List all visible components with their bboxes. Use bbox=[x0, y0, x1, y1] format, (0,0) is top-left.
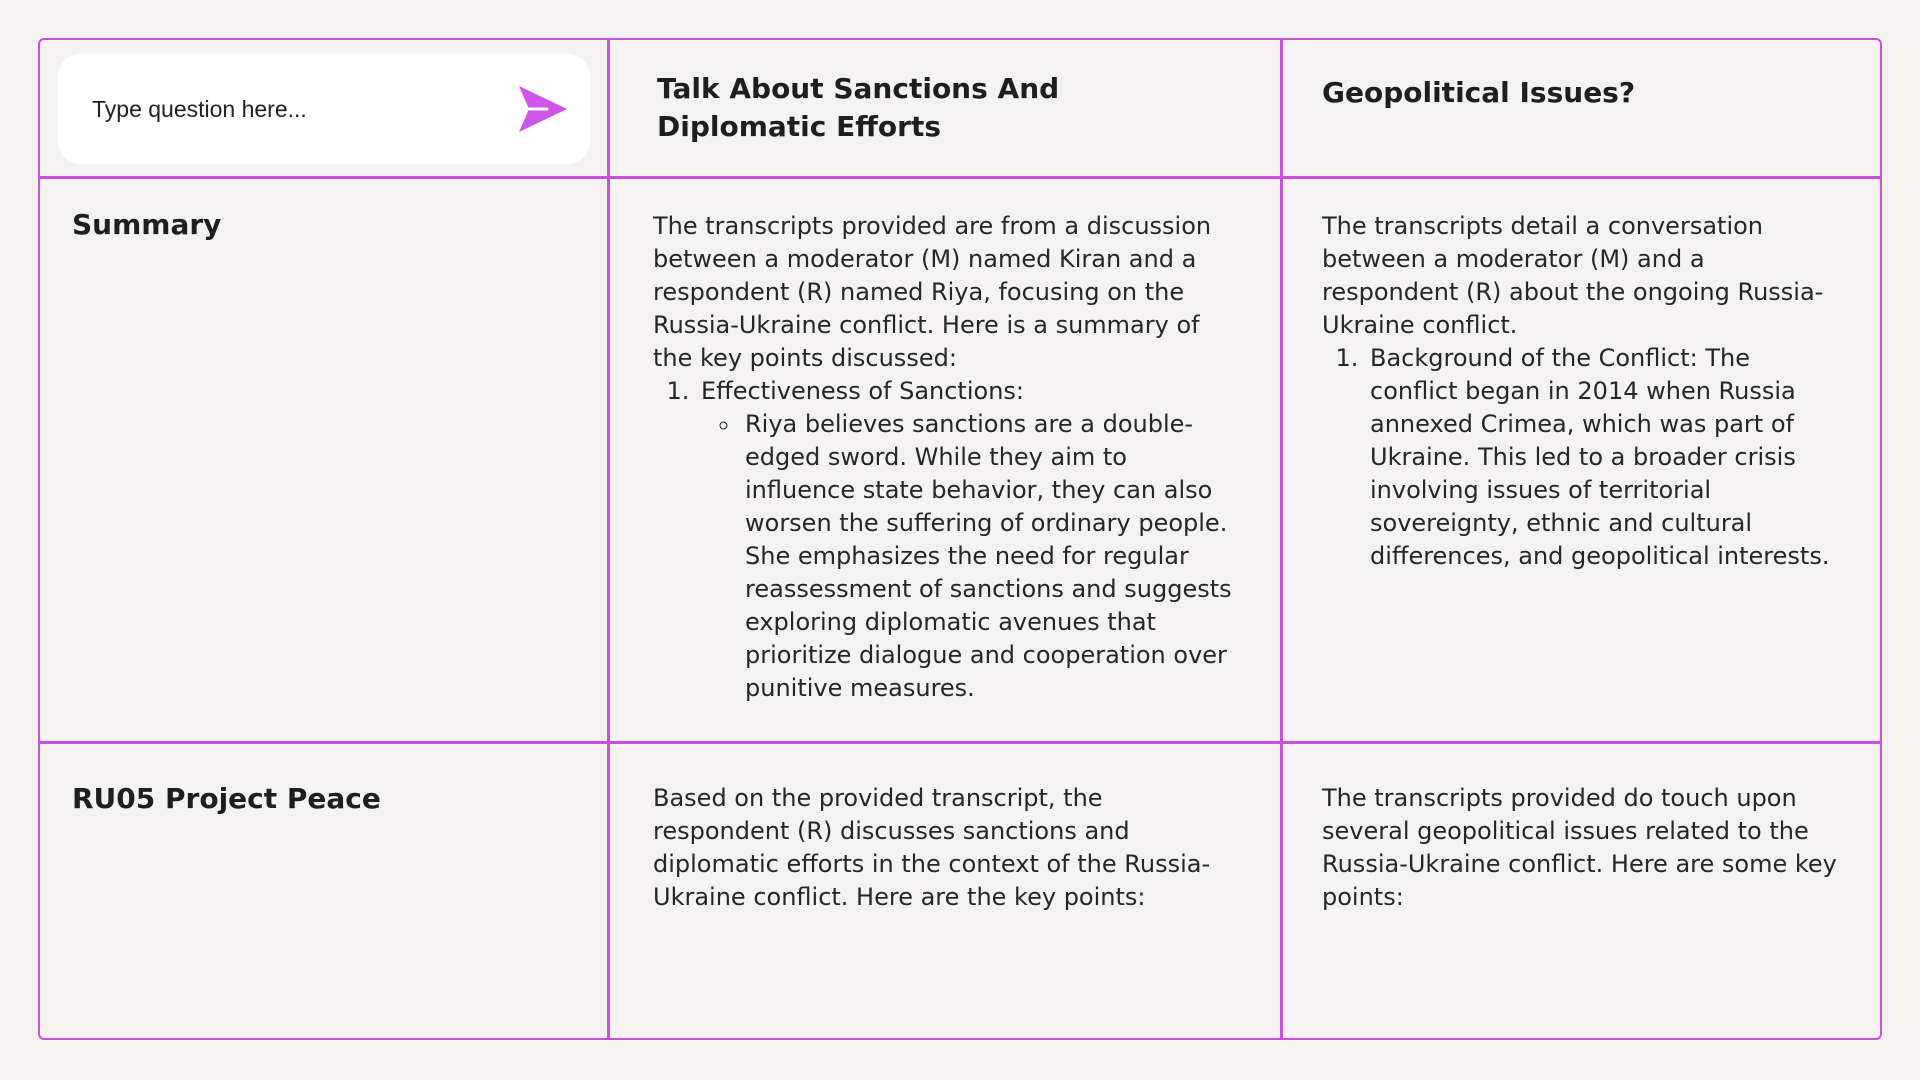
answer-intro: The transcripts detail a conversation between a moderator (M) and a respondent (R) about the ongoing Russia-Ukraine conflict. bbox=[1322, 212, 1824, 339]
answer-list bbox=[1322, 342, 1842, 573]
row-header: RU05 Project Peace bbox=[72, 782, 381, 815]
answer-cell bbox=[653, 210, 1243, 705]
question-box bbox=[58, 54, 590, 164]
answer-intro: The transcripts provided do touch upon several geopolitical issues related to the Russia-Ukraine conflict. Here are some key points: bbox=[1322, 784, 1837, 911]
answer-intro: Based on the provided transcript, the respondent (R) discusses sanctions and diplomatic efforts in the context of the Russia-Ukraine conflict. Here are the key points: bbox=[653, 784, 1211, 911]
grid-divider-vertical bbox=[607, 40, 610, 1038]
grid-divider-vertical bbox=[1280, 40, 1283, 1038]
send-button[interactable] bbox=[514, 80, 572, 138]
list-item-text: Effectiveness of Sanctions: bbox=[701, 377, 1024, 405]
column-header: Talk About Sanctions And Diplomatic Efforts bbox=[657, 72, 1060, 143]
answer-list bbox=[653, 375, 1243, 705]
row-header: Summary bbox=[72, 208, 222, 241]
grid-divider-horizontal bbox=[40, 176, 1880, 179]
answer-intro: The transcripts provided are from a discussion between a moderator (M) named Kiran and a respondent (R) named Riya, focusing on the Russia-Ukraine conflict. Here is a summary of the key points discussed: bbox=[653, 212, 1212, 372]
question-input[interactable] bbox=[90, 95, 514, 124]
answer-cell bbox=[1322, 210, 1842, 573]
grid-divider-horizontal bbox=[40, 741, 1880, 744]
answer-cell bbox=[653, 782, 1243, 914]
send-arrow-icon bbox=[517, 83, 569, 135]
list-item bbox=[697, 375, 1243, 705]
sub-list bbox=[701, 408, 1243, 705]
column-header: Geopolitical Issues? bbox=[1322, 76, 1636, 109]
sub-list-item: ◦ Riya believes sanctions are a double-edged sword. While they aim to influence state behavior, they can also worsen the suffering of ordinary people. She emphasizes the need for regular reassessment of sanctions and suggests exploring diplomatic avenues that prioritize dialogue and cooperation over punitive measures. bbox=[741, 408, 1243, 705]
comparison-grid bbox=[38, 38, 1882, 1040]
answer-cell bbox=[1322, 782, 1842, 914]
list-item: 1. Background of the Conflict: The conflict began in 2014 when Russia annexed Crimea, which was part of Ukraine. This led to a broader crisis involving issues of territorial sovereignty, ethnic and cultural differences, and geopolitical interests. bbox=[1366, 342, 1842, 573]
